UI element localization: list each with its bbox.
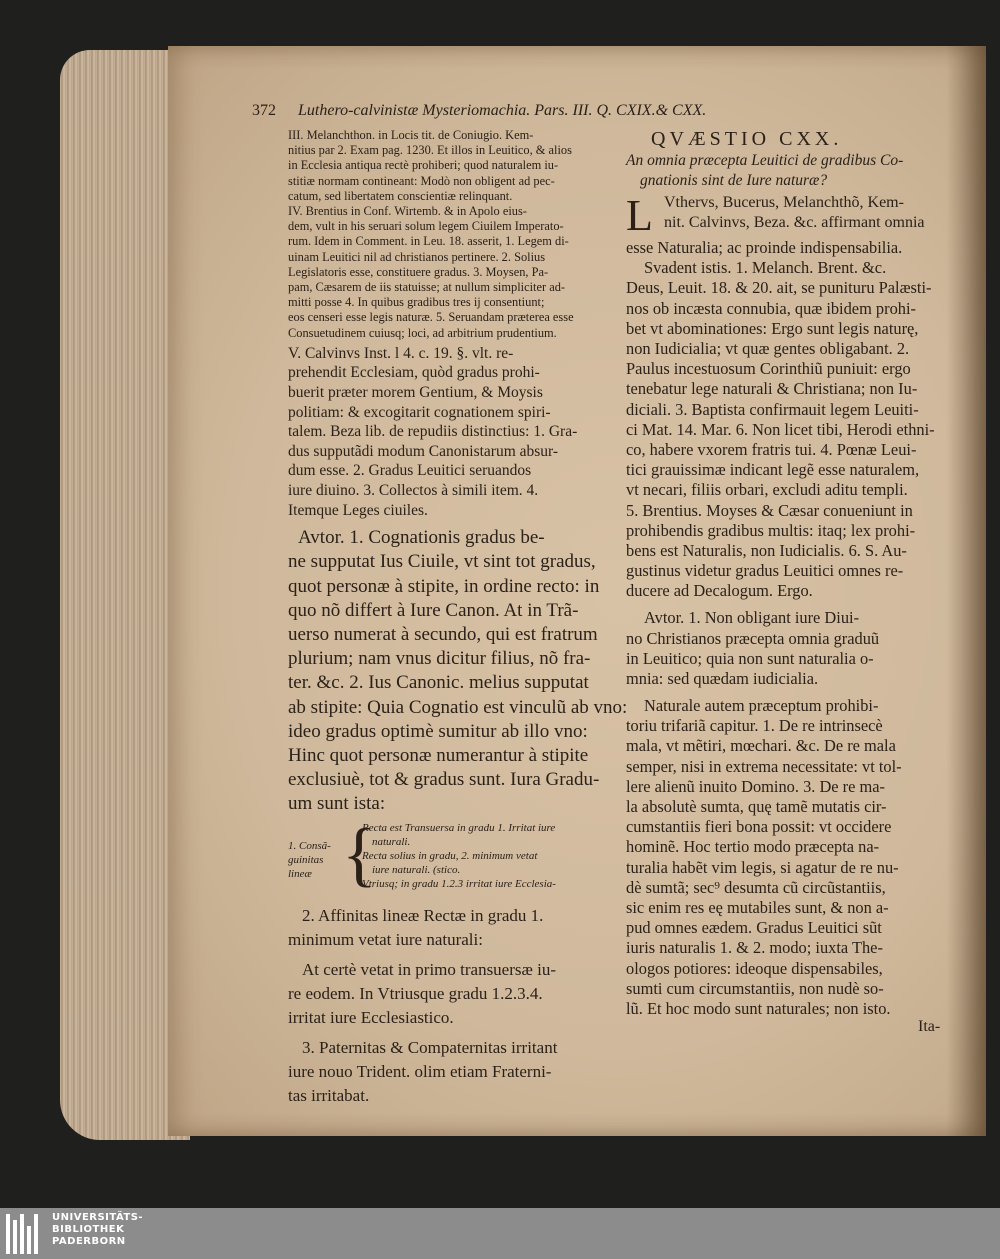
paragraph-line: ab stipite: Quia Cognatio est vinculũ ab vno: [288, 696, 628, 718]
paragraph-line: quo nõ differt à Iure Canon. At in Trã- [288, 599, 579, 621]
brace-icon: { [342, 813, 377, 894]
paragraph-line: Itemque Leges ciuiles. [288, 501, 428, 519]
paragraph-line: vt necari, filiis orbari, excludi aditu templi. [626, 480, 908, 500]
diagram-branch: naturali. [372, 835, 411, 848]
paragraph-line: Deus, Leuit. 18. & 20. ait, se punituru Palæsti- [626, 278, 932, 298]
paragraph-line: iure nouo Trident. olim etiam Fraterni- [288, 1061, 552, 1081]
paragraph-line: Naturale autem præceptum prohibi- [644, 696, 879, 715]
paragraph-line: ne supputat Ius Ciuile, vt sint tot gradus, [288, 551, 596, 573]
paragraph-line: in Leuitico; quia non sunt naturalia o- [626, 648, 874, 668]
diagram-label: 1. Consã- [288, 839, 331, 852]
book-page [168, 46, 986, 1136]
small-text-line: Legislatoris esse, constituere gradus. 3. Moysen, Pa- [288, 264, 549, 279]
paragraph-line: prehendit Ecclesiam, quòd gradus prohi- [288, 364, 540, 382]
paragraph-line: irritat iure Ecclesiastico. [288, 1007, 454, 1027]
paragraph-line: bet vt abominationes: Ergo sunt legis naturę, [626, 318, 919, 338]
paragraph-line: 3. Paternitas & Compaternitas irritant [302, 1037, 558, 1057]
question-subtitle-line: An omnia præcepta Leuitici de gradibus Co- [626, 152, 904, 169]
small-text-line: stitiæ normam contineant: Modò non obligent ad pec- [288, 173, 555, 188]
paragraph-line: iure diuino. 3. Collectos à simili item. 4. [288, 482, 539, 499]
paragraph-line: mnia: sed quædam iudicialia. [626, 669, 819, 688]
paragraph-line: ter. &c. 2. Ius Canonic. melius supputat [288, 672, 589, 694]
small-text-line: IV. Brentius in Conf. Wirtemb. & in Apolo eius- [288, 204, 527, 218]
small-text-line: III. Melanchthon. in Locis tit. de Coniugio. Kem- [288, 128, 534, 142]
paragraph-line: talem. Beza lib. de repudiis distinctius: 1. Gra- [288, 423, 578, 441]
paragraph-line: lere alienũ inuito Domino. 3. De re ma- [626, 776, 885, 796]
diagram-branch: Recta solius in gradu, 2. minimum vetat [362, 849, 538, 862]
paragraph-line: Avtor. 1. Non obligant iure Diui- [644, 608, 860, 628]
diagram-branch: Recta est Transuersa in gradu 1. Irritat iure [362, 821, 556, 834]
paragraph-line: sumti cum circumstantiis, non nudè so- [626, 978, 884, 998]
paragraph-line: re eodem. In Vtriusque gradu 1.2.3.4. [288, 983, 543, 1003]
question-title: QVÆSTIO CXX. [651, 128, 843, 150]
diagram-label: lineæ [288, 867, 312, 880]
paragraph-line: Avtor. 1. Cognationis gradus be- [298, 527, 545, 549]
paragraph-line: ologos potiores: ideoque dispensabiles, [626, 958, 883, 978]
small-text-line: Consuetudinem cuiusq; loci, ad arbitrium prudentium. [288, 325, 557, 340]
paragraph-line: nos ob incæsta connubia, quæ ibidem prohi- [626, 298, 916, 318]
diagram-branch: Vtriusq; in gradu 1.2.3 irritat iure Ecclesia- [362, 877, 556, 890]
paragraph-line: no Christianos præcepta omnia graduũ [626, 628, 880, 648]
diagram-branch: iure naturali. (stico. [372, 863, 461, 876]
paragraph-line: dum esse. 2. Gradus Leuitici seruandos [288, 462, 532, 480]
paragraph-line: cumstantiis fieri bona possit: vt occidere [626, 817, 892, 837]
small-text-line: mitti posse 4. In quibus gradibus tres ij consentiunt; [288, 295, 545, 310]
paragraph-line: Paulus incestuosum Corinthiũ puniuit: ergo [626, 359, 911, 379]
paragraph-line: iuris naturalis 1. & 2. modo; iuxta The- [626, 938, 883, 958]
paragraph-line: turalia habẽt vim legis, si agatur de re nu- [626, 857, 899, 877]
paragraph-line: mala, vt mẽtiri, mœchari. &c. De re mala [626, 736, 896, 756]
paragraph-line: Hinc quot personæ numerantur à stipite [288, 745, 589, 766]
paragraph-line: bens est Naturalis, non Iudicialis. 6. S. Au- [626, 541, 907, 560]
paragraph-line: tas irritabat. [288, 1085, 370, 1105]
paragraph-line: minimum vetat iure naturali: [288, 929, 483, 949]
paragraph-line: V. Calvinvs Inst. l 4. c. 19. §. vlt. re- [288, 344, 514, 362]
paragraph-line: esse Naturalia; ac proinde indispensabilia. [626, 238, 903, 257]
library-name-line: PADERBORN [52, 1236, 126, 1247]
paragraph-line: plurium; nam vnus dicitur filius, nõ fra- [288, 648, 591, 670]
paragraph-line: Svadent istis. 1. Melanch. Brent. &c. [644, 258, 887, 278]
paragraph-line: quot personæ à stipite, in ordine recto: in [288, 575, 600, 597]
paragraph-line: hominẽ. Hoc tertio modo præcepta na- [626, 837, 880, 857]
question-subtitle-line: gnationis sint de Iure naturæ? [640, 172, 828, 189]
dropcap-initial: L [626, 191, 653, 240]
paragraph-line: pud omnes eædem. Gradus Leuitici sũt [626, 918, 882, 938]
paragraph-line: gustinus videtur gradus Leuitici omnes re- [626, 561, 904, 581]
paragraph-line: um sunt ista: [288, 793, 386, 815]
page-number: 372 [252, 102, 276, 119]
paragraph-line: tenebatur lege naturali & Christiana; non Iu- [626, 379, 918, 399]
library-name-line: UNIVERSITÄTS- [52, 1212, 144, 1223]
small-text-line: dem, vult in his seruari solum legem Ciuilem Imperato- [288, 219, 564, 234]
paragraph-line: buerit præter morem Gentium, & Moysis [288, 384, 543, 401]
paragraph-line: non Iudicialia; vt quæ gentes obligabant. 2. [626, 339, 910, 358]
small-text-line: uinam Leuitici nil ad christianos pertinere. 2. Solius [288, 249, 546, 264]
paragraph-line: ideo gradus optimè sumitur ab illo vno: [288, 720, 588, 742]
paragraph-line: politiam: & excogitarit cognationem spiri- [288, 403, 551, 421]
paragraph-line: uerso numerat à secundo, qui est fratrum [288, 624, 598, 645]
library-logo-icon [6, 1214, 44, 1254]
small-text-line: eos censeri esse legis naturæ. 5. Seruandam præterea esse [288, 310, 574, 325]
paragraph-line: dus supputãdi modum Canonistarum absur- [288, 442, 559, 460]
paragraph-line: 2. Affinitas lineæ Rectæ in gradu 1. [302, 905, 544, 925]
library-name-line: BIBLIOTHEK [52, 1224, 125, 1235]
paragraph-line: 5. Brentius. Moyses & Cæsar conueniunt in [626, 500, 913, 520]
paragraph-line: lũ. Et hoc modo sunt naturales; non isto. [626, 999, 891, 1018]
paragraph-line: At certè vetat in primo transuersæ iu- [302, 959, 556, 979]
diagram-label: guinitas [288, 853, 324, 866]
small-text-line: rum. Idem in Comment. in Leu. 18. asserit, 1. Legem di- [288, 234, 569, 249]
running-head: Luthero-calvinistæ Mysteriomachia. Pars. III. Q. CXIX.& CXX. [298, 102, 707, 119]
small-text-line: pam, Cæsarem de iis statuisse; at nullum simpliciter ad- [288, 280, 566, 294]
page-gutter-shadow [946, 46, 986, 1136]
small-text-line: nitius par 2. Exam pag. 1230. Et illos in Leuitico, & alios [288, 143, 572, 158]
paragraph-line: prohibendis gradibus multis: itaq; lex prohi- [626, 520, 916, 540]
paragraph-line: diciali. 3. Baptista confirmauit legem Leuiti- [626, 399, 919, 419]
paragraph-line: tici grauissimæ indicant legẽ esse naturalem, [626, 460, 920, 480]
paragraph-line: semper, nisi in extrema necessitate: vt tol- [626, 756, 902, 776]
paragraph-line: ci Mat. 14. Mar. 6. Non licet tibi, Herodi ethni- [626, 419, 935, 439]
paragraph-line: la absolutè sumta, quę tamẽ mutatis cir- [626, 797, 887, 816]
small-text-line: catum, sed libertatem conscientiæ relinquant. [288, 188, 513, 203]
paragraph-line: ducere ad Decalogum. Ergo. [626, 581, 813, 601]
catchword: Ita- [918, 1018, 941, 1035]
paragraph-line: toriu trifariã capitur. 1. De re intrinsecè [626, 716, 883, 736]
library-footer-bar [0, 1208, 1000, 1259]
paragraph-line: nit. Calvinvs, Beza. &c. affirmant omnia [664, 214, 925, 231]
paragraph-line: dè sumtã; sec⁹ desumta cũ circũstantiis, [626, 877, 886, 897]
paragraph-line: Vthervs, Bucerus, Melanchthõ, Kem- [664, 194, 904, 211]
paragraph-line: co, habere vxorem fratris tui. 4. Pœnæ Leui- [626, 440, 917, 459]
small-text-line: in Ecclesia antiqua rectè prohiberi; quod naturalem iu- [288, 158, 559, 173]
paragraph-line: sic enim res eę mutabiles sunt, & non a- [626, 898, 889, 917]
paragraph-line: exclusiuè, tot & gradus sunt. Iura Gradu- [288, 769, 600, 791]
